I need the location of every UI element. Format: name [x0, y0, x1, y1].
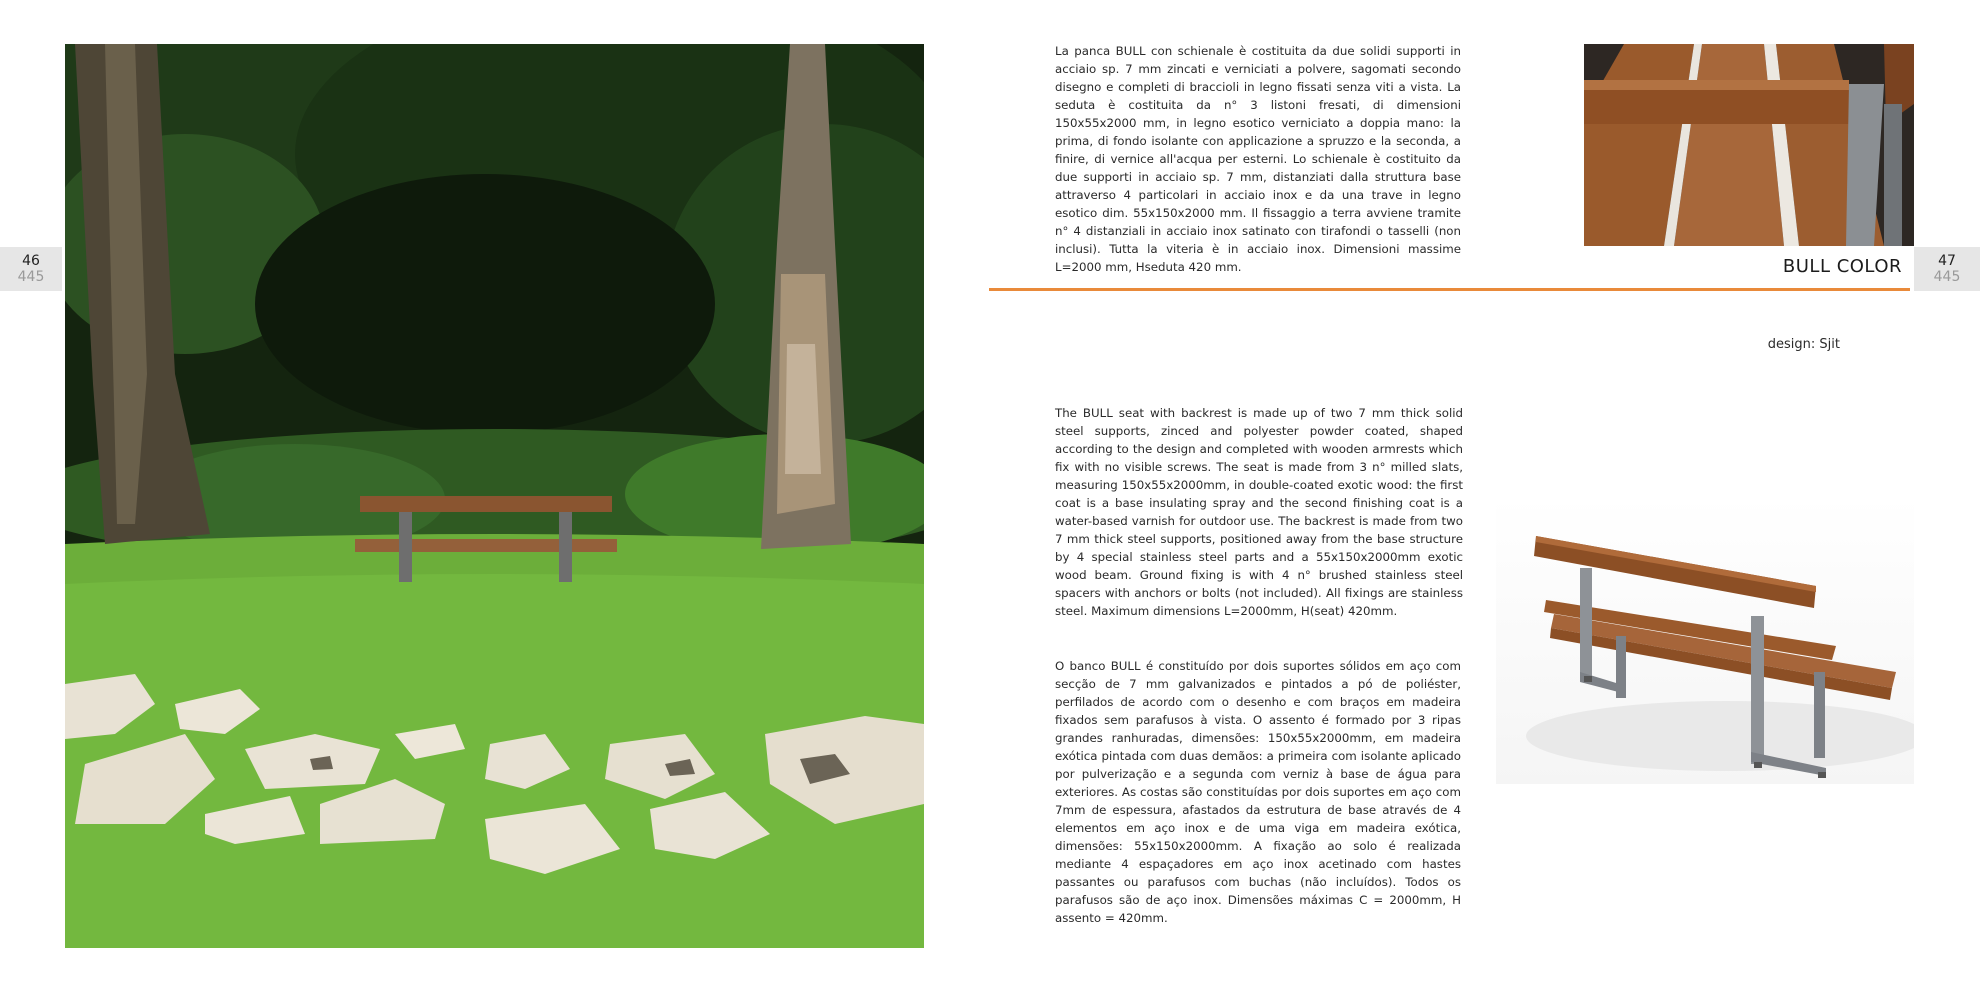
orange-divider [989, 288, 1910, 291]
italian-description: La panca BULL con schienale è costituita da due solidi supporti in acciaio sp. 7 mm zincati e verniciati a polvere, sagomati secondo disegno e completi di braccioli in legno fissati senza viti a vista. La seduta è costituita da n° 3 listoni fresati, di dimensioni 150x55x2000 mm, in legno esotico verniciato a doppia mano: la prima, di fondo isolante con applicazione a spruzzo e la seconda, a finire, di vernice all'acqua per esterni. Lo schienale è costituito da due supporti in acciaio sp. 7 mm, distanziati dalla struttura base attraverso 4 particolari in acciaio inox e da una trave in legno esotico dim. 55x150x2000 mm. Il fissaggio a terra avviene tramite n° 4 distanziali in acciaio inox satinato con tirafondi o tasselli (non inclusi). Tutta la viteria è in acciaio inox. Dimensioni massime L=2000 mm, Hseduta 420 mm. [1055, 44, 1461, 274]
portuguese-description: O banco BULL é constituído por dois suportes sólidos em aço com secção de 7 mm galvanizados e pintados a pó de poliéster, perfilados de acordo com o desenho e com braços em madeira fixados sem parafusos à vista. O assento é formado por 3 ripas grandes ranhuradas, dimensões: 150x55x2000mm, em madeira exótica pintada com duas demãos: a primeira com isolante aplicado por pulverização e a segunda com verniz à base de água para exteriores. As costas são constituídas por dois suportes em aço com 7mm de espessura, afastados da estrutura de base através de 4 elementos em aço inox e de uma viga em madeira exótica, dimensões: 55x150x2000mm. A fixação ao solo é realizada mediante 4 espaçadores em aço inox acetinado com hastes passantes ou parafusos com buchas (não incluídos). Todos os parafusos são de aço inox. Dimensões máximas C = 2000mm, H assento = 420mm. [1055, 659, 1461, 925]
right-page-number: 47 [1938, 252, 1956, 269]
english-description: The BULL seat with backrest is made up of two 7 mm thick solid steel supports, zinced and polyester powder coated, shaped according to the design and completed with wooden armrests which fix with no visible screws. The seat is made from 3 n° milled slats, measuring 150x55x2000mm, in double-coated exotic wood: the first coat is a base insulating spray and the second finishing coat is a water-based varnish for outdoor use. The backrest is made from two 7 mm thick steel supports, positioned away from the base structure by 4 special stainless steel parts and a 55x150x2000mm exotic wood beam. Ground fixing is with 4 n° brushed stainless steel spacers with anchors or bolts (not included). All fixings are stainless steel. Maximum dimensions L=2000mm, H(seat) 420mm. [1055, 406, 1463, 618]
right-page-number-tab [1914, 247, 1980, 291]
park-bench-photo [65, 44, 924, 948]
left-page-number-tab [0, 247, 62, 291]
left-page-number: 46 [22, 252, 40, 269]
right-page-total: 445 [1933, 269, 1961, 285]
product-title: BULL COLOR [1782, 256, 1902, 277]
bench-product-photo [1496, 496, 1914, 784]
bench-armrest-detail-photo [1584, 44, 1914, 246]
design-credit: design: Sjit [1767, 337, 1840, 352]
left-page-total: 445 [17, 269, 45, 285]
